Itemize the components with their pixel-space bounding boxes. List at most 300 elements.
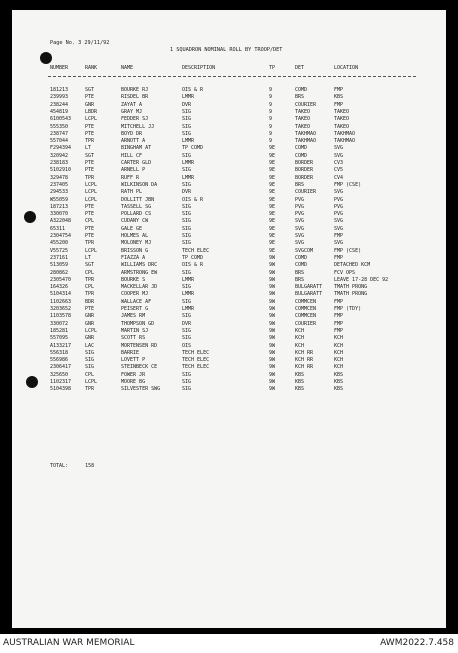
cell-tp: 9W: [269, 269, 276, 276]
table-row: [12, 357, 446, 364]
cell-tp: 9E: [269, 196, 276, 203]
cell-number: 1102663: [50, 298, 72, 305]
table-row: [12, 386, 446, 393]
cell-location: FMP (TDY): [334, 306, 362, 312]
cell-number: 320942: [50, 152, 69, 159]
cell-rank: GNR: [85, 101, 95, 108]
cell-number: 237161: [50, 254, 69, 261]
cell-location: KCH: [334, 357, 344, 364]
cell-description: SIG: [182, 116, 192, 123]
cell-det: KCH: [295, 327, 305, 334]
cell-description: LMMR: [182, 291, 195, 298]
cell-rank: LCPL: [85, 181, 98, 188]
table-row: [12, 372, 446, 379]
cell-det: COMMCEN: [295, 313, 317, 320]
cell-rank: PTE: [85, 123, 95, 130]
table-row: [12, 218, 446, 225]
table-row: [12, 131, 446, 138]
cell-location: KBS: [334, 371, 344, 378]
accession-number: AWM2022.7.458: [380, 638, 454, 648]
table-row: [12, 233, 446, 240]
cell-det: COMD: [295, 87, 308, 93]
cell-location: TAKHMAO: [334, 130, 356, 137]
cell-det: TAKEO: [295, 123, 311, 130]
cell-location: TMATH PRONG: [334, 291, 368, 298]
cell-location: KBS: [334, 386, 344, 393]
cell-description: TECH ELEC: [182, 364, 210, 371]
cell-det: KCH: [295, 342, 305, 349]
cell-name: MACKELLAR JD: [121, 284, 158, 291]
cell-location: FMP: [334, 298, 344, 305]
cell-rank: SIG: [85, 357, 95, 364]
cell-description: LMMR: [182, 306, 195, 312]
cell-location: PVG: [334, 196, 344, 203]
table-row: [12, 102, 446, 109]
cell-tp: 9E: [269, 247, 276, 254]
total-value: 158: [85, 463, 95, 469]
table-row: [12, 153, 446, 160]
cell-tp: 9: [269, 123, 273, 130]
cell-tp: 9W: [269, 364, 276, 371]
cell-description: SIG: [182, 233, 192, 239]
table-row: [12, 87, 446, 94]
cell-name: ARNOTT A: [121, 138, 146, 145]
cell-rank: TPR: [85, 138, 95, 145]
cell-location: KBS: [334, 379, 344, 385]
cell-rank: LCPL: [85, 196, 98, 203]
cell-number: 181213: [50, 87, 69, 93]
cell-description: SIG: [182, 284, 192, 291]
cell-location: SVG: [334, 218, 344, 225]
cell-det: TAKEO: [295, 108, 311, 115]
col-tp: TP: [269, 65, 276, 71]
table-row: [12, 248, 446, 255]
cell-location: TMATH PRONG: [334, 284, 368, 291]
cell-number: 185281: [50, 327, 69, 334]
table-row: [12, 124, 446, 131]
cell-location: SVG: [334, 145, 344, 152]
cell-name: THOMPSON GD: [121, 320, 155, 327]
cell-name: RATH PL: [121, 189, 143, 196]
cell-description: DVR: [182, 101, 192, 108]
table-row: [12, 364, 446, 371]
table-row: [12, 109, 446, 116]
cell-description: TP COMD: [182, 254, 204, 261]
cell-location: TAKEO: [334, 116, 350, 123]
col-det: DET: [295, 65, 305, 71]
cell-number: 2306417: [50, 364, 72, 371]
cell-number: 2305470: [50, 276, 72, 283]
header-divider: [48, 76, 416, 77]
cell-tp: 9W: [269, 291, 276, 298]
cell-description: SIG: [182, 240, 192, 247]
cell-det: BULGARATT: [295, 291, 323, 298]
cell-tp: 9: [269, 94, 273, 101]
cell-description: SIG: [182, 108, 192, 115]
cell-tp: 9W: [269, 298, 276, 305]
cell-name: PEISERT G: [121, 306, 149, 312]
cell-number: 280862: [50, 269, 69, 276]
cell-name: FIAZZA A: [121, 254, 146, 261]
cell-det: SVG: [295, 240, 305, 247]
table-row: [12, 94, 446, 101]
cell-description: SIG: [182, 298, 192, 305]
col-name: NAME: [121, 65, 134, 71]
table-row: [12, 262, 446, 269]
cell-location: TAKHMAO: [334, 138, 356, 145]
cell-number: 557044: [50, 138, 69, 145]
cell-name: BOYD DR: [121, 130, 143, 137]
cell-tp: 9W: [269, 327, 276, 334]
cell-rank: TPR: [85, 386, 95, 393]
archive-name: AUSTRALIAN WAR MEMORIAL: [3, 638, 135, 648]
table-row: [12, 350, 446, 357]
cell-location: PVG: [334, 203, 344, 210]
cell-location: FMP: [334, 87, 344, 93]
cell-tp: 9E: [269, 233, 276, 239]
table-row: [12, 189, 446, 196]
cell-rank: SGT: [85, 87, 95, 93]
cell-number: 238183: [50, 160, 69, 166]
cell-number: 3203652: [50, 306, 72, 312]
cell-tp: 9W: [269, 284, 276, 291]
cell-number: 1102317: [50, 379, 72, 385]
cell-tp: 9: [269, 101, 273, 108]
cell-name: ARNELL P: [121, 167, 146, 174]
cell-tp: 9W: [269, 306, 276, 312]
cell-rank: LT: [85, 254, 92, 261]
cell-tp: 9E: [269, 174, 276, 181]
cell-rank: BDR: [85, 298, 95, 305]
cell-description: DVR: [182, 189, 192, 196]
cell-name: BRISSON G: [121, 247, 149, 254]
cell-number: 6100543: [50, 116, 72, 123]
cell-number: 330072: [50, 320, 69, 327]
cell-rank: PTE: [85, 211, 95, 218]
cell-name: ARMSTRONG EW: [121, 269, 158, 276]
cell-number: 454819: [50, 108, 69, 115]
cell-rank: CPL: [85, 284, 95, 291]
cell-rank: PTE: [85, 130, 95, 137]
col-rank: RANK: [85, 65, 98, 71]
cell-number: 330070: [50, 211, 69, 218]
cell-rank: TPR: [85, 276, 95, 283]
table-row: [12, 211, 446, 218]
cell-location: PVG: [334, 211, 344, 218]
table-row: [12, 328, 446, 335]
cell-location: KCH: [334, 335, 344, 342]
cell-tp: 9: [269, 87, 273, 93]
cell-det: COMD: [295, 254, 308, 261]
cell-tp: 9W: [269, 357, 276, 364]
cell-description: TECH ELEC: [182, 349, 210, 356]
cell-rank: CPL: [85, 269, 95, 276]
cell-location: KCH: [334, 342, 344, 349]
cell-number: 238244: [50, 101, 69, 108]
cell-description: OIS & R: [182, 196, 204, 203]
table-row: [12, 138, 446, 145]
cell-location: FMP: [334, 254, 344, 261]
punch-hole: [40, 52, 52, 64]
cell-number: 5104398: [50, 386, 72, 393]
cell-rank: LT: [85, 145, 92, 152]
cell-description: SIG: [182, 386, 192, 393]
cell-number: 557095: [50, 335, 69, 342]
column-header-row: [12, 65, 446, 72]
cell-description: LMMR: [182, 160, 195, 166]
cell-rank: TPR: [85, 291, 95, 298]
cell-det: TAKHMAO: [295, 130, 317, 137]
cell-det: PVG: [295, 211, 305, 218]
cell-tp: 9E: [269, 152, 276, 159]
document-page: [12, 10, 446, 628]
cell-number: V55725: [50, 247, 69, 254]
table-row: [12, 291, 446, 298]
cell-name: DOLLITT JBN: [121, 196, 155, 203]
cell-number: 556986: [50, 357, 69, 364]
cell-description: OIS: [182, 342, 192, 349]
cell-name: FOWER JR: [121, 371, 146, 378]
cell-number: F294394: [50, 145, 72, 152]
cell-rank: PTE: [85, 160, 95, 166]
cell-tp: 9W: [269, 313, 276, 320]
cell-location: FMP: [334, 327, 344, 334]
table-row: [12, 175, 446, 182]
table-row: [12, 306, 446, 313]
cell-number: 187213: [50, 203, 69, 210]
cell-det: BRS: [295, 94, 305, 101]
cell-description: SIG: [182, 269, 192, 276]
cell-det: PVG: [295, 196, 305, 203]
cell-name: WILLIAMS DRC: [121, 262, 158, 269]
cell-det: SVG: [295, 225, 305, 232]
cell-name: SCOTT RS: [121, 335, 146, 342]
cell-name: TASSELL SG: [121, 203, 152, 210]
cell-name: HOLMES AL: [121, 233, 149, 239]
table-row: [12, 182, 446, 189]
cell-det: COMMCEN: [295, 298, 317, 305]
cell-number: 294533: [50, 189, 69, 196]
cell-det: KCH RR: [295, 357, 314, 364]
cell-tp: 9E: [269, 181, 276, 188]
cell-name: POLLARD CS: [121, 211, 152, 218]
cell-name: SILVESTER SWG: [121, 386, 161, 393]
table-row: [12, 343, 446, 350]
cell-location: TAKEO: [334, 123, 350, 130]
cell-location: FCV OPS: [334, 269, 356, 276]
cell-det: SVG: [295, 218, 305, 225]
cell-rank: PTE: [85, 306, 95, 312]
cell-rank: LBDR: [85, 108, 98, 115]
cell-tp: 9W: [269, 276, 276, 283]
cell-rank: LCPL: [85, 247, 98, 254]
cell-name: BARRIE: [121, 349, 140, 356]
total-label: TOTAL:: [50, 463, 69, 469]
cell-det: BORDER: [295, 167, 314, 174]
cell-number: 238747: [50, 130, 69, 137]
cell-det: SVG: [295, 233, 305, 239]
cell-det: KBS: [295, 371, 305, 378]
cell-description: OIS & R: [182, 262, 204, 269]
cell-tp: 9E: [269, 240, 276, 247]
cell-number: 237405: [50, 181, 69, 188]
cell-location: TAKEO: [334, 108, 350, 115]
cell-tp: 9W: [269, 379, 276, 385]
cell-number: 2304754: [50, 233, 72, 239]
table-row: [12, 299, 446, 306]
table-row: [12, 145, 446, 152]
cell-name: JAMES RM: [121, 313, 146, 320]
cell-tp: 9W: [269, 371, 276, 378]
cell-rank: LCPL: [85, 379, 98, 385]
cell-rank: SIG: [85, 364, 95, 371]
cell-description: SIG: [182, 123, 192, 130]
cell-name: CUDANY CW: [121, 218, 149, 225]
cell-name: STEINBECK CE: [121, 364, 158, 371]
cell-number: 5102910: [50, 167, 72, 174]
cell-tp: 9W: [269, 342, 276, 349]
cell-location: FMP: [334, 101, 344, 108]
cell-description: SIG: [182, 225, 192, 232]
cell-number: 239993: [50, 94, 69, 101]
table-row: [12, 270, 446, 277]
cell-det: KBS: [295, 386, 305, 393]
cell-det: PVG: [295, 203, 305, 210]
cell-det: COMD: [295, 262, 308, 269]
cell-location: CV3: [334, 160, 344, 166]
page-number-label: Page No. 3 29/11/92: [50, 40, 110, 46]
total-row: [50, 463, 94, 469]
cell-location: DETACHED KCM: [334, 262, 371, 269]
cell-number: A133217: [50, 342, 72, 349]
cell-name: MOORE BG: [121, 379, 146, 385]
cell-location: FMP: [334, 320, 344, 327]
cell-name: MITCHELL JJ: [121, 123, 155, 130]
cell-description: SIG: [182, 327, 192, 334]
table-row: [12, 255, 446, 262]
cell-det: COURIER: [295, 101, 317, 108]
cell-number: 555350: [50, 123, 69, 130]
cell-number: 329478: [50, 174, 69, 181]
cell-name: FEDDER SJ: [121, 116, 149, 123]
cell-det: COMD: [295, 152, 308, 159]
cell-tp: 9: [269, 130, 273, 137]
cell-number: 65311: [50, 225, 66, 232]
cell-tp: 9: [269, 116, 273, 123]
cell-det: TAKHMAO: [295, 138, 317, 145]
cell-rank: PTE: [85, 167, 95, 174]
cell-rank: LCPL: [85, 189, 98, 196]
cell-location: FMP (CSE): [334, 247, 362, 254]
cell-description: LMMR: [182, 174, 195, 181]
cell-det: BORDER: [295, 160, 314, 166]
cell-rank: TPR: [85, 174, 95, 181]
table-row: [12, 321, 446, 328]
cell-number: A322048: [50, 218, 72, 225]
cell-name: GALE GE: [121, 225, 143, 232]
table-row: [12, 284, 446, 291]
table-row: [12, 313, 446, 320]
cell-description: SIG: [182, 211, 192, 218]
cell-location: KCH: [334, 349, 344, 356]
table-row: [12, 226, 446, 233]
cell-tp: 9E: [269, 160, 276, 166]
cell-det: KCH RR: [295, 364, 314, 371]
archive-footer: [0, 634, 458, 653]
cell-det: BRS: [295, 181, 305, 188]
cell-rank: PTE: [85, 225, 95, 232]
cell-name: COOPER MJ: [121, 291, 149, 298]
cell-description: OIS & R: [182, 87, 204, 93]
cell-number: 1103578: [50, 313, 72, 320]
cell-rank: PTE: [85, 233, 95, 239]
cell-description: SIG: [182, 371, 192, 378]
cell-location: FMP (CSE): [334, 181, 362, 188]
cell-description: SIG: [182, 379, 192, 385]
cell-det: KCH: [295, 335, 305, 342]
cell-description: SIG: [182, 167, 192, 174]
cell-name: CARTER GLD: [121, 160, 152, 166]
cell-location: CV4: [334, 174, 344, 181]
cell-rank: SGT: [85, 152, 95, 159]
cell-description: SIG: [182, 130, 192, 137]
cell-number: W55059: [50, 196, 69, 203]
cell-det: BORDER: [295, 174, 314, 181]
cell-description: SIG: [182, 335, 192, 342]
cell-rank: LCPL: [85, 116, 98, 123]
cell-name: MARTIN SJ: [121, 327, 149, 334]
table-row: [12, 277, 446, 284]
cell-description: SIG: [182, 203, 192, 210]
cell-description: SIG: [182, 152, 192, 159]
cell-tp: 9E: [269, 218, 276, 225]
cell-tp: 9: [269, 138, 273, 145]
cell-description: LMMR: [182, 94, 195, 101]
cell-location: SVG: [334, 225, 344, 232]
cell-name: RISDEL BR: [121, 94, 149, 101]
cell-location: SVG: [334, 240, 344, 247]
cell-number: 513059: [50, 262, 69, 269]
cell-tp: 9W: [269, 262, 276, 269]
report-title: 1 SQUADRON NOMINAL ROLL BY TROOP/DET: [170, 47, 283, 53]
cell-tp: 9W: [269, 349, 276, 356]
cell-det: COMD: [295, 145, 308, 152]
cell-number: 325650: [50, 371, 69, 378]
table-row: [12, 240, 446, 247]
cell-location: FMP: [334, 313, 344, 320]
table-row: [12, 160, 446, 167]
table-row: [12, 335, 446, 342]
cell-rank: LAC: [85, 342, 95, 349]
cell-det: BRS: [295, 276, 305, 283]
cell-location: KCH: [334, 364, 344, 371]
cell-tp: 9W: [269, 386, 276, 393]
cell-location: LEAVE 17-28 DEC 92: [334, 276, 389, 283]
cell-tp: 9E: [269, 225, 276, 232]
cell-name: ZAYAT A: [121, 101, 143, 108]
cell-location: FMP: [334, 233, 344, 239]
cell-tp: 9W: [269, 320, 276, 327]
cell-tp: 9W: [269, 254, 276, 261]
cell-description: TP COMD: [182, 145, 204, 152]
table-row: [12, 204, 446, 211]
cell-tp: 9E: [269, 167, 276, 174]
cell-det: KBS: [295, 379, 305, 385]
cell-description: DVR: [182, 320, 192, 327]
table-row: [12, 167, 446, 174]
table-row: [12, 379, 446, 386]
cell-location: CV5: [334, 167, 344, 174]
